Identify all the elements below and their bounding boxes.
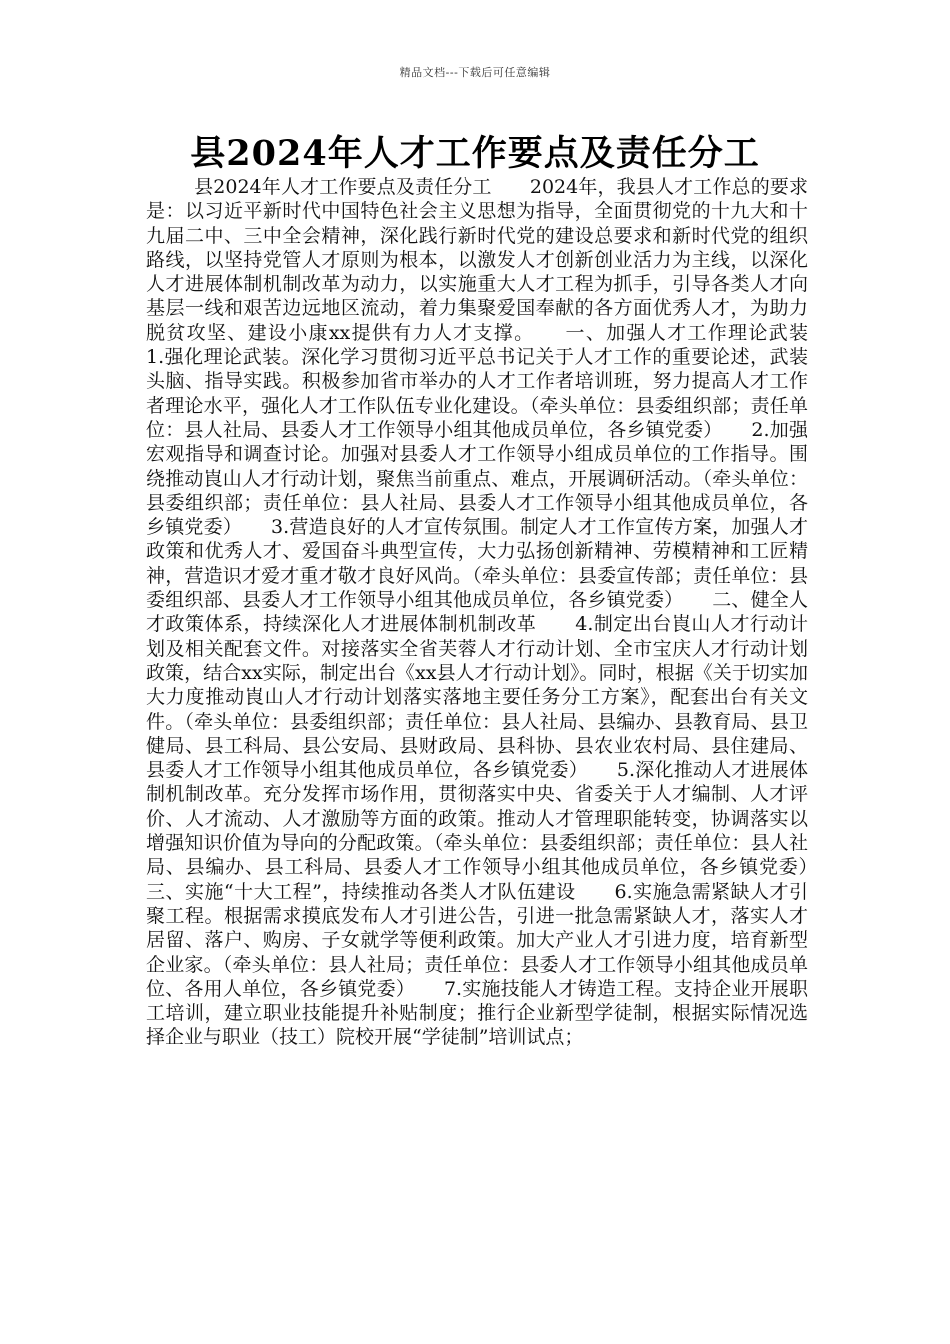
page-header-note: 精品文档---下载后可任意编辑 xyxy=(399,66,551,79)
body-text: 县2024年人才工作要点及责任分工 2024年，我县人才工作总的要求是：以习近平新时代中国特色社会主义思想为指导，全面贯彻党的十九大和十九届二中、三中全会精神，深化践行新时代党的建设总要求和新时代党的组织路线，以坚持党管人才原则为根本，以激发人才创新创业活力为主线，以深化人才进展体制机制改革为动力，以实施重大人才工程为抓手，引导各类人才向基层一线和艰苦边远地区流动，着力集聚爱国奉献的各方面优秀人才，为助力脱贫攻坚、建设小康xx提供有力人才支撑。 一、加强人才工作理论武装 1.强化理论武装。深化学习贯彻习近平总书记关于人才工作的重要论述，武装头脑、指导实践。积极参加省市举办的人才工作者培训班，努力提高人才工作者理论水平，强化人才工作队伍专业化建设。（牵头单位：县委组织部；责任单位：县人社局、县委人才工作领导小组其他成员单位，各乡镇党委） 2.加强宏观指导和调查讨论。加强对县委人才工作领导小组成员单位的工作指导。围绕推动崀山人才行动计划，聚焦当前重点、难点，开展调研活动。（牵头单位：县委组织部；责任单位：县人社局、县委人才工作领导小组其他成员单位，各乡镇党委） 3.营造良好的人才宣传氛围。制定人才工作宣传方案，加强人才政策和优秀人才、爱国奋斗典型宣传，大力弘扬创新精神、劳模精神和工匠精神，营造识才爱才重才敬才良好风尚。（牵头单位：县委宣传部；责任单位：县委组织部、县委人才工作领导小组其他成员单位，各乡镇党委） 二、健全人才政策体系，持续深化人才进展体制机制改革 4.制定出台崀山人才行动计划及相关配套文件。对接落实全省芙蓉人才行动计划、全市宝庆人才行动计划政策，结合xx实际，制定出台《xx县人才行动计划》。同时，根据《关于切实加大力度推动崀山人才行动计划落实落地主要任务分工方案》，配套出台有关文件。（牵头单位：县委组织部；责任单位：县人社局、县编办、县教育局、县卫健局、县工科局、县公安局、县财政局、县科协、县农业农村局、县住建局、县委人才工作领导小组其他成员单位，各乡镇党委） 5.深化推动人才进展体制机制改革。充分发挥市场作用，贯彻落实中央、省委关于人才编制、人才评价、人才流动、人才激励等方面的政策。推动人才管理职能转变，协调落实以增强知识价值为导向的分配政策。（牵头单位：县委组织部；责任单位：县人社局、县编办、县工科局、县委人才工作领导小组其他成员单位，各乡镇党委） 三、实施“十大工程”，持续推动各类人才队伍建设 6.实施急需紧缺人才引聚工程。根据需求摸底发布人才引进公告，引进一批急需紧缺人才，落实人才居留、落户、购房、子女就学等便利政策。加大产业人才引进力度，培育新型企业家。（牵头单位：县人社局；责任单位：县委人才工作领导小组其他成员单位、各用人单位，各乡镇党委） 7.实施技能人才铸造工程。支持企业开展职工培训，建立职业技能提升补贴制度；推行企业新型学徒制，根据实际情况选择企业与职业（技工）院校开展“学徒制”培训试点； xyxy=(146,176,847,1049)
document-body xyxy=(146,175,847,1050)
document-title: 县2024年人才工作要点及责任分工 xyxy=(190,133,760,174)
